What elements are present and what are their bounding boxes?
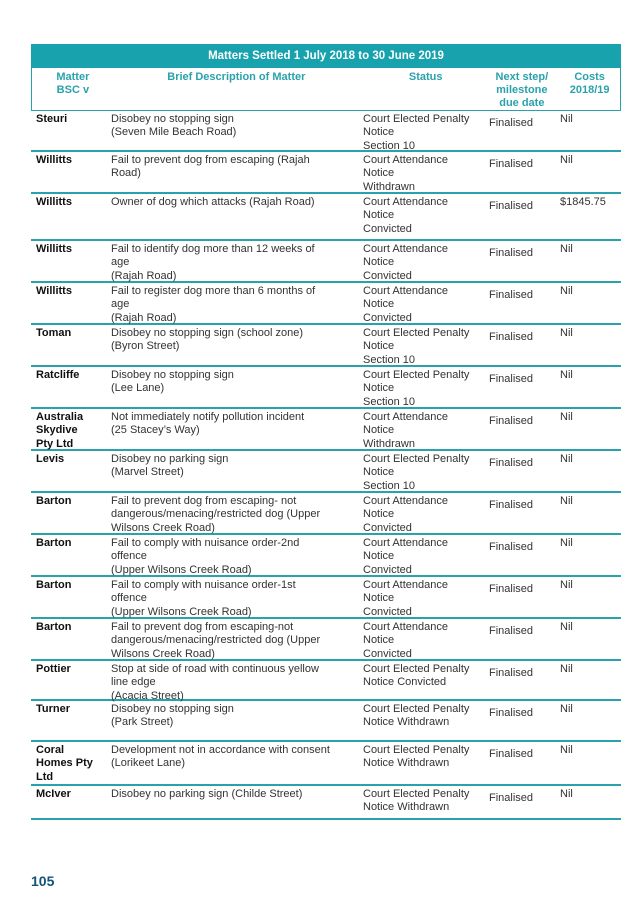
cell-status: Court Elected Penalty Notice Withdrawn: [363, 744, 470, 770]
cell-costs: Nil: [560, 788, 573, 800]
table-row: [31, 451, 621, 493]
table-row: [31, 283, 621, 325]
cell-status: Court Attendance Notice Convicted: [363, 285, 449, 324]
cell-description: Stop at side of road with continuous yellow line edge (Acacia Street): [111, 663, 319, 702]
table-row: [31, 194, 621, 241]
cell-costs: Nil: [560, 663, 573, 675]
table-row: [31, 742, 621, 786]
cell-status: Court Attendance Notice Withdrawn: [363, 154, 449, 193]
cell-matter: Toman: [36, 327, 72, 339]
table-row: [31, 786, 621, 820]
cell-status: Court Elected Penalty Notice Section 10: [363, 453, 470, 492]
cell-next-step: Finalised: [489, 331, 534, 343]
cell-costs: Nil: [560, 113, 573, 125]
header-matter: Matter BSC v: [56, 71, 90, 96]
cell-next-step: Finalised: [489, 499, 534, 511]
cell-status: Court Elected Penalty Notice Section 10: [363, 327, 470, 366]
matters-table: [31, 44, 621, 820]
cell-description: Disobey no stopping sign (Lee Lane): [111, 369, 234, 395]
cell-status: Court Elected Penalty Notice Withdrawn: [363, 788, 470, 814]
cell-next-step: Finalised: [489, 707, 534, 719]
cell-costs: Nil: [560, 243, 573, 255]
table-title: Matters Settled 1 July 2018 to 30 June 2019: [31, 44, 621, 68]
table-row: [31, 152, 621, 194]
header-description: Brief Description of Matter: [167, 71, 306, 83]
cell-status: Court Elected Penalty Notice Convicted: [363, 663, 470, 689]
cell-description: Disobey no stopping sign (school zone) (Byron Street): [111, 327, 304, 353]
page-number: 105: [31, 873, 55, 889]
cell-matter: Ratcliffe: [36, 369, 80, 381]
cell-next-step: Finalised: [489, 415, 534, 427]
cell-next-step: Finalised: [489, 625, 534, 637]
cell-matter: Willitts: [36, 243, 72, 255]
cell-description: Disobey no stopping sign (Seven Mile Beach Road): [111, 113, 237, 139]
cell-costs: Nil: [560, 453, 573, 465]
cell-description: Fail to prevent dog from escaping-not dangerous/menacing/restricted dog (Upper Wilsons Creek Road): [111, 621, 321, 660]
cell-matter: Willitts: [36, 154, 72, 166]
table-row: [31, 409, 621, 451]
cell-status: Court Attendance Notice Convicted: [363, 621, 449, 660]
cell-description: Fail to identify dog more than 12 weeks of age (Rajah Road): [111, 243, 315, 282]
header-status: Status: [408, 71, 443, 83]
cell-matter: Barton: [36, 495, 72, 507]
cell-next-step: Finalised: [489, 792, 534, 804]
cell-next-step: Finalised: [489, 158, 534, 170]
cell-next-step: Finalised: [489, 667, 534, 679]
cell-status: Court Attendance Notice Withdrawn: [363, 411, 449, 450]
cell-matter: Barton: [36, 621, 72, 633]
cell-description: Development not in accordance with consent (Lorikeet Lane): [111, 744, 330, 770]
cell-status: Court Attendance Notice Convicted: [363, 243, 449, 282]
cell-status: Court Elected Penalty Notice Withdrawn: [363, 703, 470, 729]
cell-costs: Nil: [560, 411, 573, 423]
table-row: [31, 701, 621, 742]
cell-matter: Pottier: [36, 663, 71, 675]
cell-status: Court Elected Penalty Notice Section 10: [363, 369, 470, 408]
header-next-step: Next step/ milestone due date: [495, 71, 549, 109]
cell-next-step: Finalised: [489, 247, 534, 259]
cell-next-step: Finalised: [489, 457, 534, 469]
cell-matter: Australia Skydive Pty Ltd: [36, 411, 84, 450]
cell-matter: Coral Homes Pty Ltd: [36, 744, 93, 783]
table-row: [31, 661, 621, 701]
cell-description: Fail to prevent dog from escaping- not dangerous/menacing/restricted dog (Upper Wilsons Creek Road): [111, 495, 321, 534]
cell-costs: Nil: [560, 369, 573, 381]
cell-next-step: Finalised: [489, 373, 534, 385]
cell-costs: Nil: [560, 703, 573, 715]
cell-next-step: Finalised: [489, 117, 534, 129]
table-row: [31, 577, 621, 619]
cell-costs: Nil: [560, 579, 573, 591]
table-row: [31, 367, 621, 409]
cell-matter: McIver: [36, 788, 71, 800]
cell-description: Fail to comply with nuisance order-2nd offence (Upper Wilsons Creek Road): [111, 537, 300, 576]
cell-description: Fail to prevent dog from escaping (Rajah Road): [111, 154, 310, 180]
cell-description: Fail to comply with nuisance order-1st offence (Upper Wilsons Creek Road): [111, 579, 296, 618]
header-costs: Costs 2018/19: [569, 71, 610, 96]
cell-next-step: Finalised: [489, 583, 534, 595]
cell-matter: Willitts: [36, 196, 72, 208]
cell-matter: Barton: [36, 537, 72, 549]
cell-status: Court Attendance Notice Convicted: [363, 537, 449, 576]
cell-matter: Steuri: [36, 113, 68, 125]
cell-costs: Nil: [560, 285, 573, 297]
cell-next-step: Finalised: [489, 748, 534, 760]
cell-description: Not immediately notify pollution incident (25 Stacey’s Way): [111, 411, 305, 437]
table-row: [31, 535, 621, 577]
table-row: [31, 241, 621, 283]
cell-costs: Nil: [560, 537, 573, 549]
table-body: [31, 111, 621, 820]
cell-description: Fail to register dog more than 6 months of age (Rajah Road): [111, 285, 316, 324]
cell-matter: Barton: [36, 579, 72, 591]
table-header: [31, 68, 621, 111]
cell-next-step: Finalised: [489, 200, 534, 212]
cell-costs: Nil: [560, 744, 573, 756]
cell-description: Disobey no parking sign (Childe Street): [111, 788, 303, 800]
table-row: [31, 325, 621, 367]
cell-matter: Levis: [36, 453, 65, 465]
cell-costs: $1845.75: [560, 196, 606, 208]
cell-costs: Nil: [560, 621, 573, 633]
cell-description: Owner of dog which attacks (Rajah Road): [111, 196, 315, 208]
table-row: [31, 111, 621, 152]
cell-matter: Willitts: [36, 285, 72, 297]
cell-costs: Nil: [560, 495, 573, 507]
cell-matter: Turner: [36, 703, 71, 715]
cell-description: Disobey no stopping sign (Park Street): [111, 703, 234, 729]
table-row: [31, 493, 621, 535]
table-row: [31, 619, 621, 661]
cell-status: Court Attendance Notice Convicted: [363, 196, 449, 235]
cell-status: Court Attendance Notice Convicted: [363, 495, 449, 534]
cell-status: Court Attendance Notice Convicted: [363, 579, 449, 618]
cell-description: Disobey no parking sign (Marvel Street): [111, 453, 229, 479]
cell-next-step: Finalised: [489, 289, 534, 301]
cell-costs: Nil: [560, 154, 573, 166]
cell-costs: Nil: [560, 327, 573, 339]
cell-next-step: Finalised: [489, 541, 534, 553]
cell-status: Court Elected Penalty Notice Section 10: [363, 113, 470, 152]
